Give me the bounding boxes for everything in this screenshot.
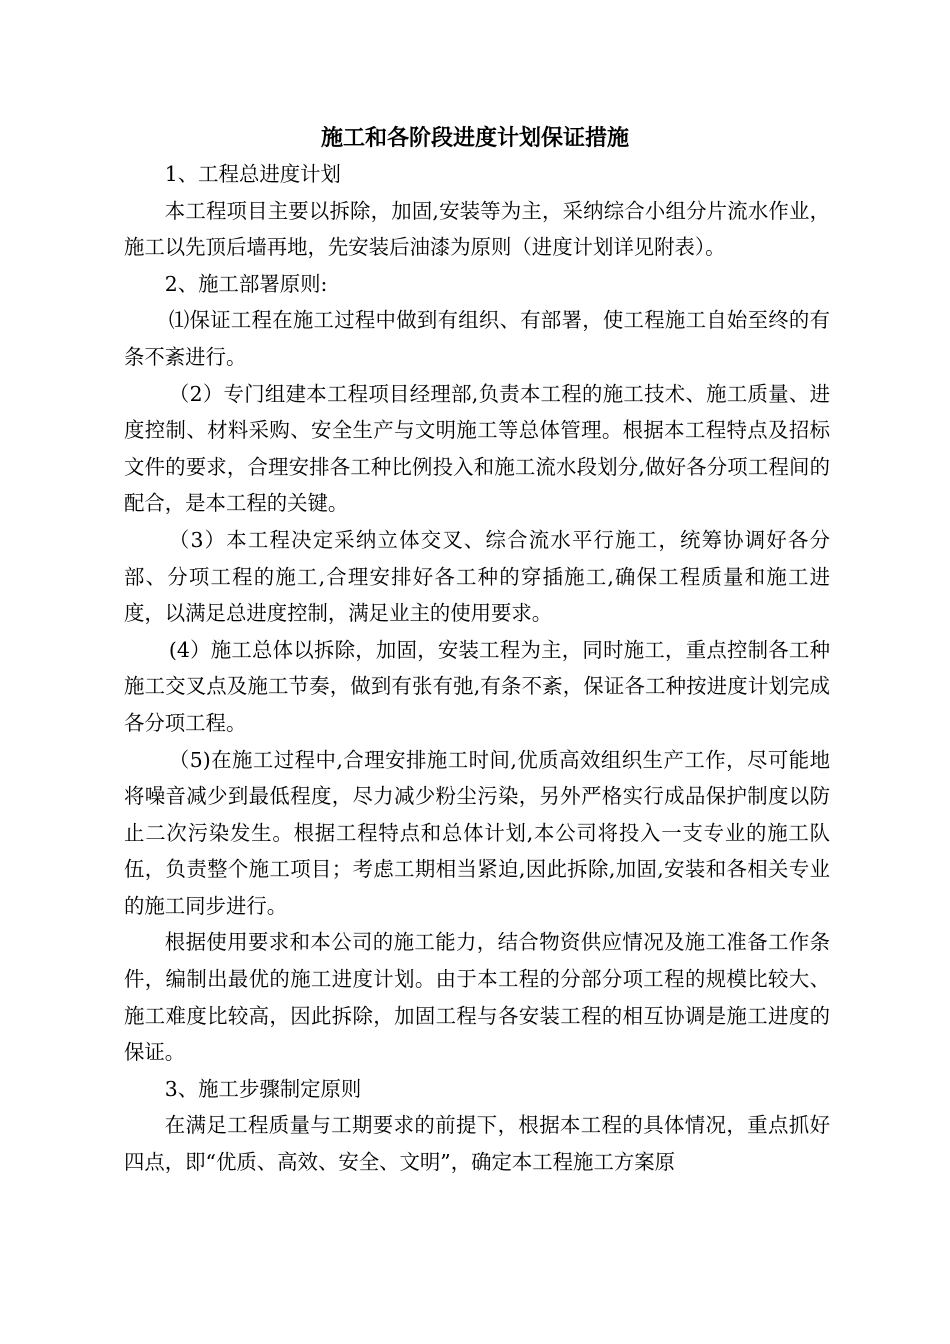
paragraph: 在满足工程质量与工期要求的前提下，根据本工程的具体情况，重点抓好四点，即“优质、高效、安全、文明”，确定本工程施工方案原 [124,1113,830,1175]
paragraph: 根据使用要求和本公司的施工能力，结合物资供应情况及施工准备工作条件，编制出最优的施工进度计划。由于本工程的分部分项工程的规模比较大、施工难度比较高，因此拆除，加固工程与各安装工程的相互协调是施工进度的保证。 [124,930,830,1065]
paragraph-item-4: (4）施工总体以拆除，加固，安装工程为主，同时施工，重点控制各工种施工交叉点及施工节奏，做到有张有弛,有条不紊，保证各工种按进度计划完成各分项工程。 [124,637,830,735]
paragraph-item-3: （3）本工程决定采纳立体交叉、综合流水平行施工，统筹协调好各分部、分项工程的施工,合理安排好各工种的穿插施工,确保工程质量和施工进度，以满足总进度控制，满足业主的使用要求。 [124,527,830,626]
paragraph-item-1: ⑴保证工程在施工过程中做到有组织、有部署，使工程施工自始至终的有条不紊进行。 [124,308,830,369]
section-heading-2: 2、施工部署原则: [164,271,328,296]
section-heading-1: 1、工程总进度计划 [164,162,341,186]
document-title: 施工和各阶段进度计划保证措施 [320,125,629,151]
document-body [124,156,830,1181]
paragraph: 本工程项目主要以拆除，加固,安装等为主，采纳综合小组分片流水作业，施工以先顶后墙再地，先安装后油漆为原则（进度计划详见附表）。 [124,198,830,260]
paragraph-item-2: （2）专门组建本工程项目经理部,负责本工程的施工技术、施工质量、进度控制、材料采购、安全生产与文明施工等总体管理。根据本工程特点及招标文件的要求，合理安排各工种比例投入和施工流水段划分,做好各分项工程间的配合，是本工程的关键。 [124,381,830,516]
paragraph-item-5: （5)在施工过程中,合理安排施工时间,优质高效组织生产工作，尽可能地将噪音减少到最低程度，尽力减少粉尘污染，另外严格实行成品保护制度以防止二次污染发生。根据工程特点和总体计划,本公司将投入一支专业的施工队伍，负责整个施工项目；考虑工期相当紧迫,因此拆除,加固,安装和各相关专业的施工同步进行。 [124,747,830,918]
section-heading-3: 3、施工步骤制定原则 [164,1076,362,1101]
